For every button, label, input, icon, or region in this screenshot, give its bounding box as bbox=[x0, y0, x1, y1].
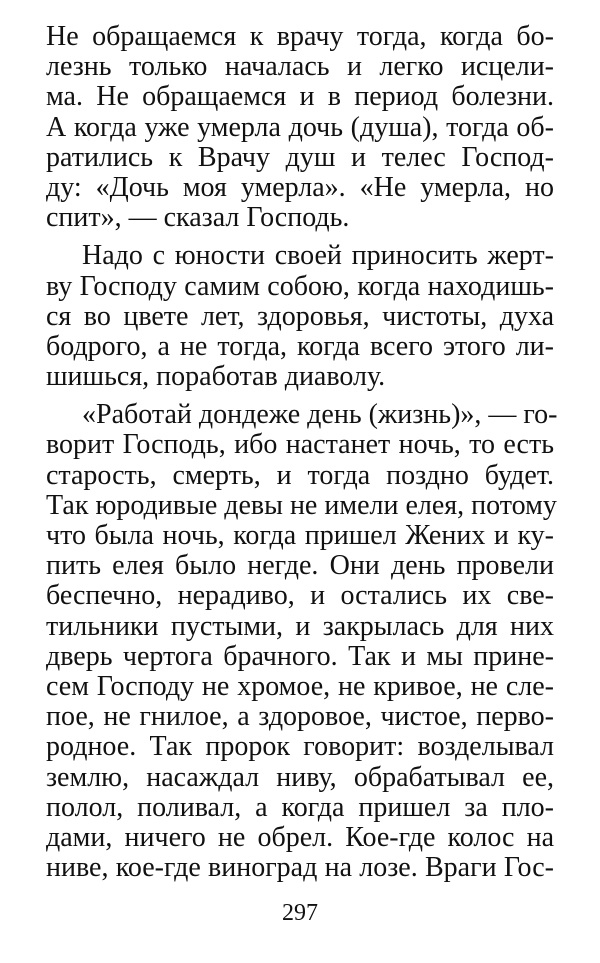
text-line: что была ночь, когда пришел Жених и ку- bbox=[46, 520, 554, 551]
text-line: спит», — сказал Господь. bbox=[46, 202, 350, 234]
page-number: 297 bbox=[282, 900, 318, 926]
text-line: Надо с юности своей приносить жерт- bbox=[82, 240, 554, 272]
text-line: тильники пустыми, и закрылась для них bbox=[46, 610, 554, 642]
text-line: родное. Так пророк говорит: возделывал bbox=[46, 731, 554, 763]
text-line: лезнь только началась и легко исцели- bbox=[46, 51, 554, 83]
text-line: ворит Господь, ибо настанет ночь, то есть bbox=[46, 429, 554, 461]
text-line: ду: «Дочь моя умерла». «Не умерла, но bbox=[46, 171, 554, 203]
text-line: ниве, кое-где виноград на лозе. Враги Гос- bbox=[46, 852, 554, 884]
text-line: пить елея было негде. Они день провели bbox=[46, 550, 554, 582]
paragraph-2 bbox=[46, 241, 554, 392]
paragraph-1 bbox=[46, 22, 554, 233]
text-line: «Работай дондеже день (жизнь)», — го- bbox=[82, 399, 558, 431]
text-line: ву Господу самим собою, когда находишь- bbox=[46, 270, 554, 302]
text-line: беспечно, нерадиво, и остались их све- bbox=[46, 580, 554, 612]
text-line: шишься, поработав диаволу. bbox=[46, 361, 386, 393]
text-line: А когда уже умерла дочь (душа), тогда об- bbox=[46, 111, 554, 143]
text-line: сем Господу не хромое, не кривое, не сле- bbox=[46, 670, 554, 702]
body-text bbox=[46, 21, 558, 884]
text-line: Так юродивые девы не имели елея, потому bbox=[46, 489, 557, 521]
text-line: ратились к Врачу душ и телес Господ- bbox=[46, 141, 554, 173]
text-line: дами, ничего не обрел. Кое-где колос на bbox=[46, 821, 554, 853]
paragraph-3 bbox=[46, 399, 558, 884]
text-line: старость, смерть, и тогда поздно будет. bbox=[46, 459, 554, 491]
text-line: пое, не гнилое, а здоровое, чистое, перво- bbox=[46, 701, 554, 733]
text-line: дверь чертога брачного. Так и мы прине- bbox=[46, 640, 554, 672]
text-line: полол, поливал, а когда пришел за пло- bbox=[46, 791, 554, 823]
text-line: Не обращаемся к врачу тогда, когда бо- bbox=[46, 21, 554, 52]
text-line: ма. Не обращаемся и в период болезни. bbox=[46, 81, 554, 113]
text-line: землю, насаждал ниву, обрабатывал ее, bbox=[46, 761, 554, 793]
text-line: ся во цвете лет, здоровья, чистоты, духа bbox=[46, 300, 554, 332]
text-line: бодрого, а не тогда, когда всего этого ли- bbox=[46, 330, 554, 362]
